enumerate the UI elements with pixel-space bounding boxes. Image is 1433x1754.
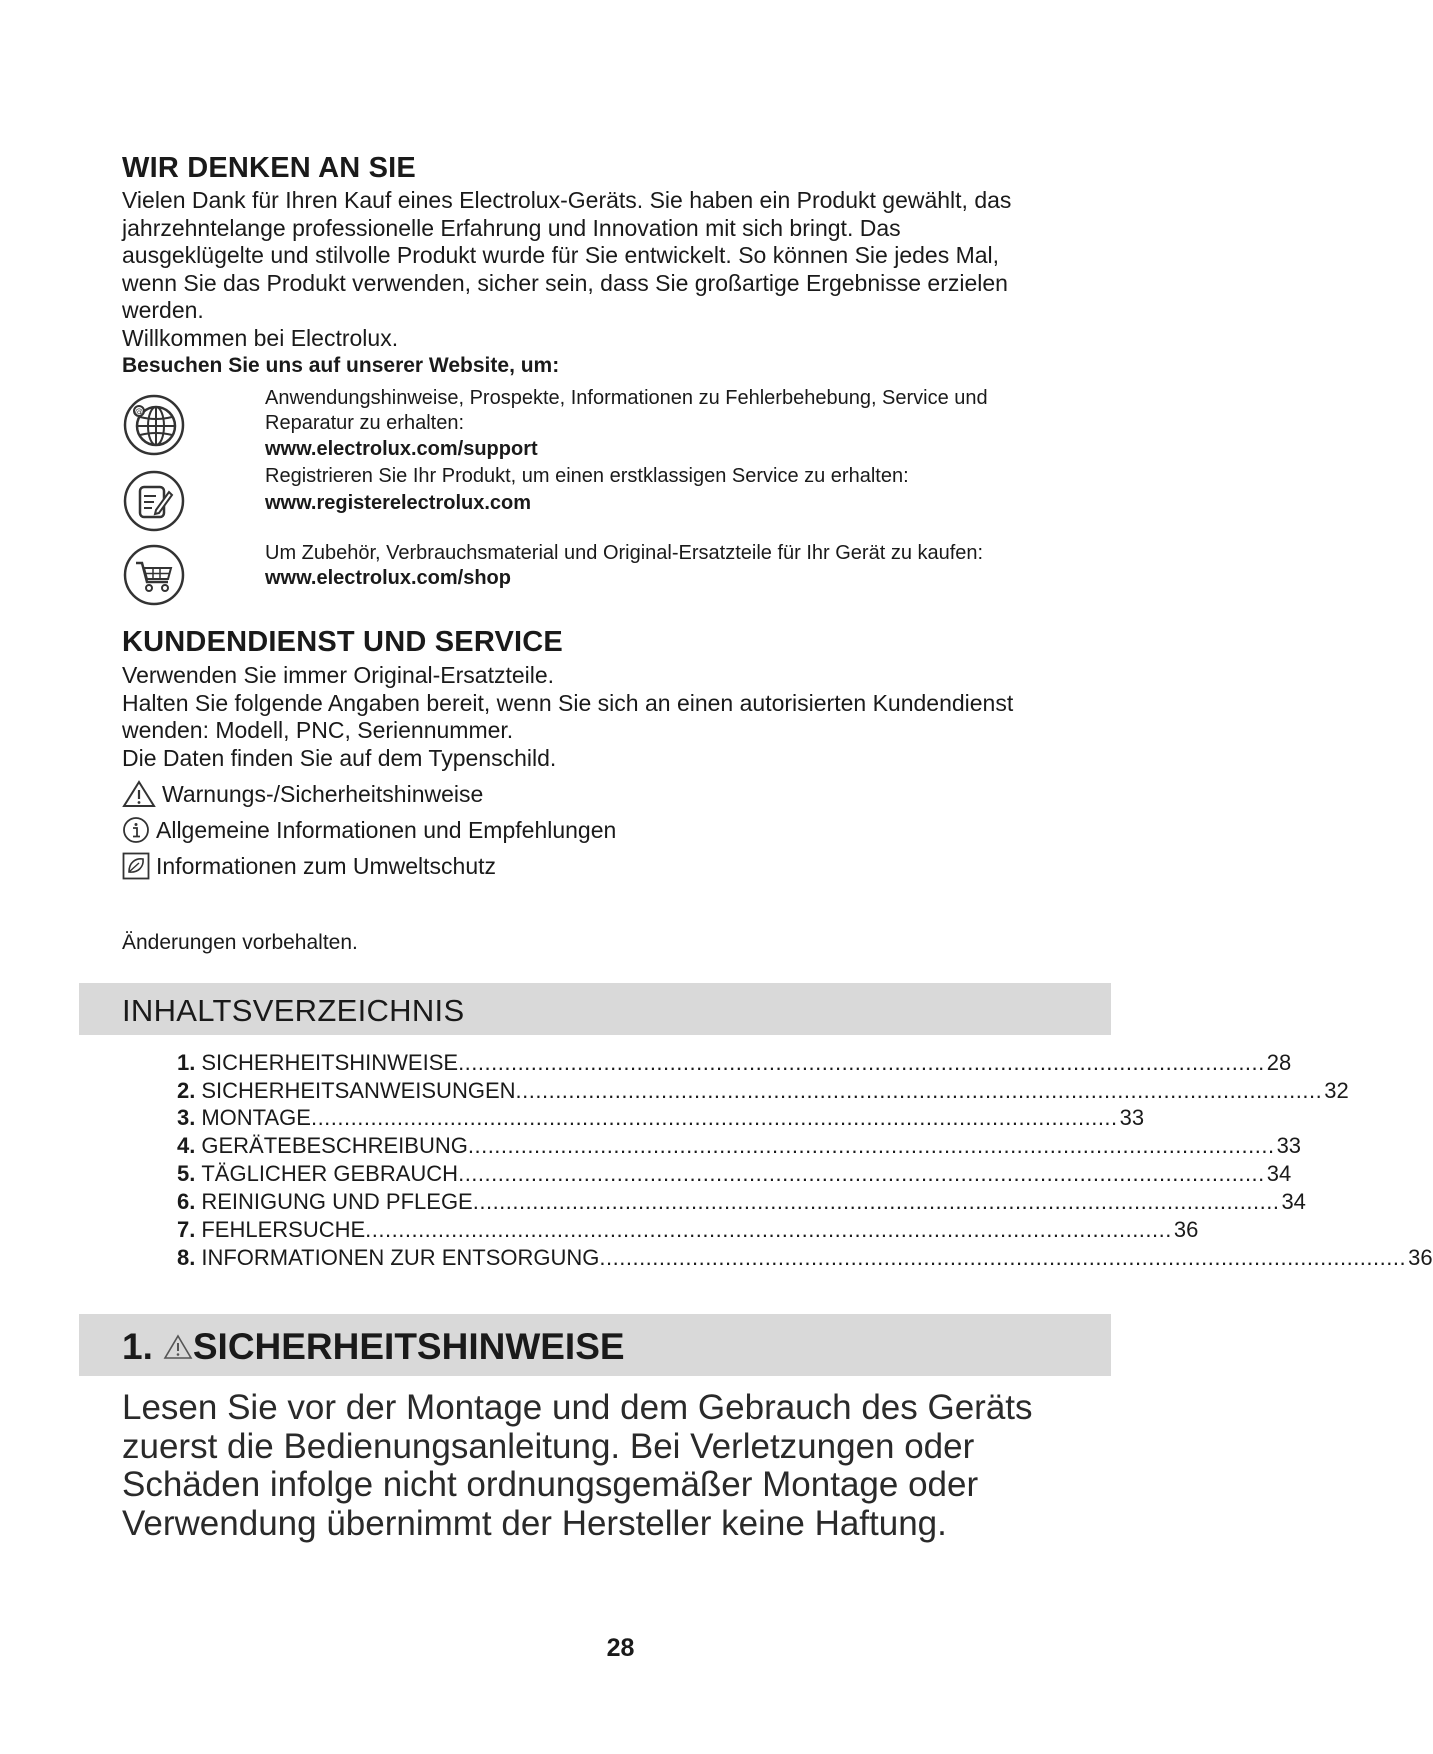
toc-number: 2.: [177, 1078, 196, 1103]
legend-label: Allgemeine Informationen und Empfehlungen: [156, 816, 617, 843]
toc-number: 4.: [177, 1133, 196, 1158]
legend-warning: [122, 780, 483, 808]
service-line: wenden: Modell, PNC, Seriennummer.: [122, 717, 514, 743]
service-line: Verwenden Sie immer Original-Ersatzteile.: [122, 662, 555, 688]
chapter-title: [122, 1326, 625, 1368]
toc-item[interactable]: [177, 1133, 1302, 1161]
visit-line: Besuchen Sie uns auf unserer Website, um:: [122, 354, 560, 377]
toc-page: 32: [1324, 1078, 1349, 1103]
toc-label: REINIGUNG UND PFLEGE: [201, 1189, 473, 1214]
toc-label: TÄGLICHER GEBRAUCH: [201, 1161, 459, 1186]
toc-page: 34: [1281, 1189, 1306, 1214]
toc-number: 1.: [177, 1050, 196, 1075]
toc-label: MONTAGE: [201, 1105, 311, 1130]
register-text: Registrieren Sie Ihr Produkt, um einen erstklassigen Service zu erhalten:: [265, 465, 909, 487]
support-text-line: Reparatur zu erhalten:: [265, 412, 465, 434]
chapter-header-bar: [79, 1314, 1111, 1376]
service-line: Halten Sie folgende Angaben bereit, wenn Sie sich an einen autorisierten Kundendienst: [122, 689, 1014, 716]
toc-leader: ..........................................................................................................................: [599, 1245, 1407, 1270]
page-number: 28: [606, 1634, 635, 1662]
shop-link[interactable]: www.electrolux.com/shop: [265, 567, 511, 589]
toc-item[interactable]: [177, 1050, 1292, 1078]
intro-paragraph: [122, 187, 1011, 380]
toc-number: 3.: [177, 1105, 196, 1130]
toc-leader: ..........................................................................................................................: [458, 1050, 1265, 1075]
toc-leader: ..........................................................................................................................: [458, 1161, 1265, 1186]
intro-line: wenn Sie das Produkt verwenden, sicher sein, dass Sie großartige Ergebnisse erzielen: [122, 269, 1008, 296]
toc-header-bar: [79, 983, 1111, 1035]
toc-page: 28: [1266, 1050, 1292, 1075]
environment-icon: [122, 852, 150, 880]
toc-label: SICHERHEITSHINWEISE: [201, 1050, 459, 1075]
toc-item[interactable]: [177, 1105, 1145, 1133]
section-heading-wir-denken: WIR DENKEN AN SIE: [122, 152, 416, 184]
welcome-line: Willkommen bei Electrolux.: [122, 324, 399, 351]
globe-web-icon: [123, 394, 185, 456]
toc-item[interactable]: [177, 1245, 1433, 1273]
register-document-icon: [123, 470, 185, 532]
shopping-cart-icon: [123, 544, 185, 606]
toc-title: INHALTSVERZEICHNIS: [122, 993, 465, 1028]
toc-leader: ..........................................................................................................................: [365, 1217, 1172, 1242]
toc-label: FEHLERSUCHE: [201, 1217, 366, 1242]
toc-item[interactable]: [177, 1078, 1349, 1106]
toc-page: 33: [1276, 1133, 1302, 1158]
support-text-line: Anwendungshinweise, Prospekte, Informationen zu Fehlerbehebung, Service und: [265, 387, 988, 409]
chapter-intro-line: Schäden infolge nicht ordnungsgemäßer Montage oder: [122, 1465, 979, 1504]
svg-text:@: @: [135, 407, 143, 416]
intro-line: werden.: [122, 297, 204, 323]
intro-line: ausgeklügelte und stilvolle Produkt wurde für Sie entwickelt. So können Sie jedes Mal,: [122, 242, 1000, 268]
toc-leader: ..........................................................................................................................: [310, 1105, 1118, 1130]
toc-page: 33: [1119, 1105, 1145, 1130]
toc-item[interactable]: [177, 1161, 1292, 1189]
chapter-intro-line: zuerst die Bedienungsanleitung. Bei Verletzungen oder: [122, 1426, 975, 1466]
warning-icon: [163, 1333, 193, 1361]
toc-page: 36: [1408, 1245, 1433, 1270]
shop-text: Um Zubehör, Verbrauchsmaterial und Original-Ersatzteile für Ihr Gerät zu kaufen:: [265, 542, 984, 564]
toc-leader: ..........................................................................................................................: [515, 1078, 1323, 1103]
service-line: Die Daten finden Sie auf dem Typenschild.: [122, 744, 557, 771]
toc-leader: ..........................................................................................................................: [467, 1133, 1275, 1158]
register-link[interactable]: www.registerelectrolux.com: [265, 492, 532, 514]
changes-note: Änderungen vorbehalten.: [122, 931, 358, 954]
toc-item[interactable]: [177, 1217, 1199, 1245]
legend-environment: [122, 852, 496, 880]
chapter-intro-line: Lesen Sie vor der Montage und dem Gebrauch des Geräts: [122, 1388, 1033, 1427]
service-paragraph: [122, 662, 1013, 772]
toc-label: INFORMATIONEN ZUR ENTSORGUNG: [201, 1245, 600, 1270]
chapter-number: 1.: [122, 1326, 153, 1367]
chapter-name: SICHERHEITSHINWEISE: [192, 1326, 625, 1367]
support-text: [265, 386, 988, 436]
toc-leader: ..........................................................................................................................: [472, 1189, 1280, 1214]
info-icon: [122, 816, 150, 844]
chapter-intro: [122, 1389, 1033, 1543]
section-heading-kundendienst: KUNDENDIENST UND SERVICE: [122, 626, 563, 658]
toc-item[interactable]: [177, 1189, 1306, 1217]
toc-page: 36: [1173, 1217, 1199, 1242]
toc-label: GERÄTEBESCHREIBUNG: [201, 1133, 468, 1158]
legend-info: [122, 816, 616, 844]
legend-label: Informationen zum Umweltschutz: [156, 852, 497, 879]
toc-number: 5.: [177, 1161, 196, 1186]
chapter-intro-line: Verwendung übernimmt der Hersteller keine Haftung.: [122, 1503, 947, 1543]
toc-page: 34: [1266, 1161, 1292, 1186]
toc-number: 6.: [177, 1189, 196, 1214]
legend-label: Warnungs-/Sicherheitshinweise: [162, 780, 484, 807]
intro-line: Vielen Dank für Ihren Kauf eines Electrolux-Geräts. Sie haben ein Produkt gewählt, das: [122, 187, 1012, 213]
toc-number: 8.: [177, 1245, 196, 1270]
toc-label: SICHERHEITSANWEISUNGEN: [201, 1078, 516, 1103]
toc-number: 7.: [177, 1217, 196, 1242]
support-link[interactable]: www.electrolux.com/support: [265, 438, 538, 460]
warning-icon: [122, 780, 156, 808]
intro-line: jahrzehntelange professionelle Erfahrung und Innovation mit sich bringt. Das: [122, 214, 901, 241]
